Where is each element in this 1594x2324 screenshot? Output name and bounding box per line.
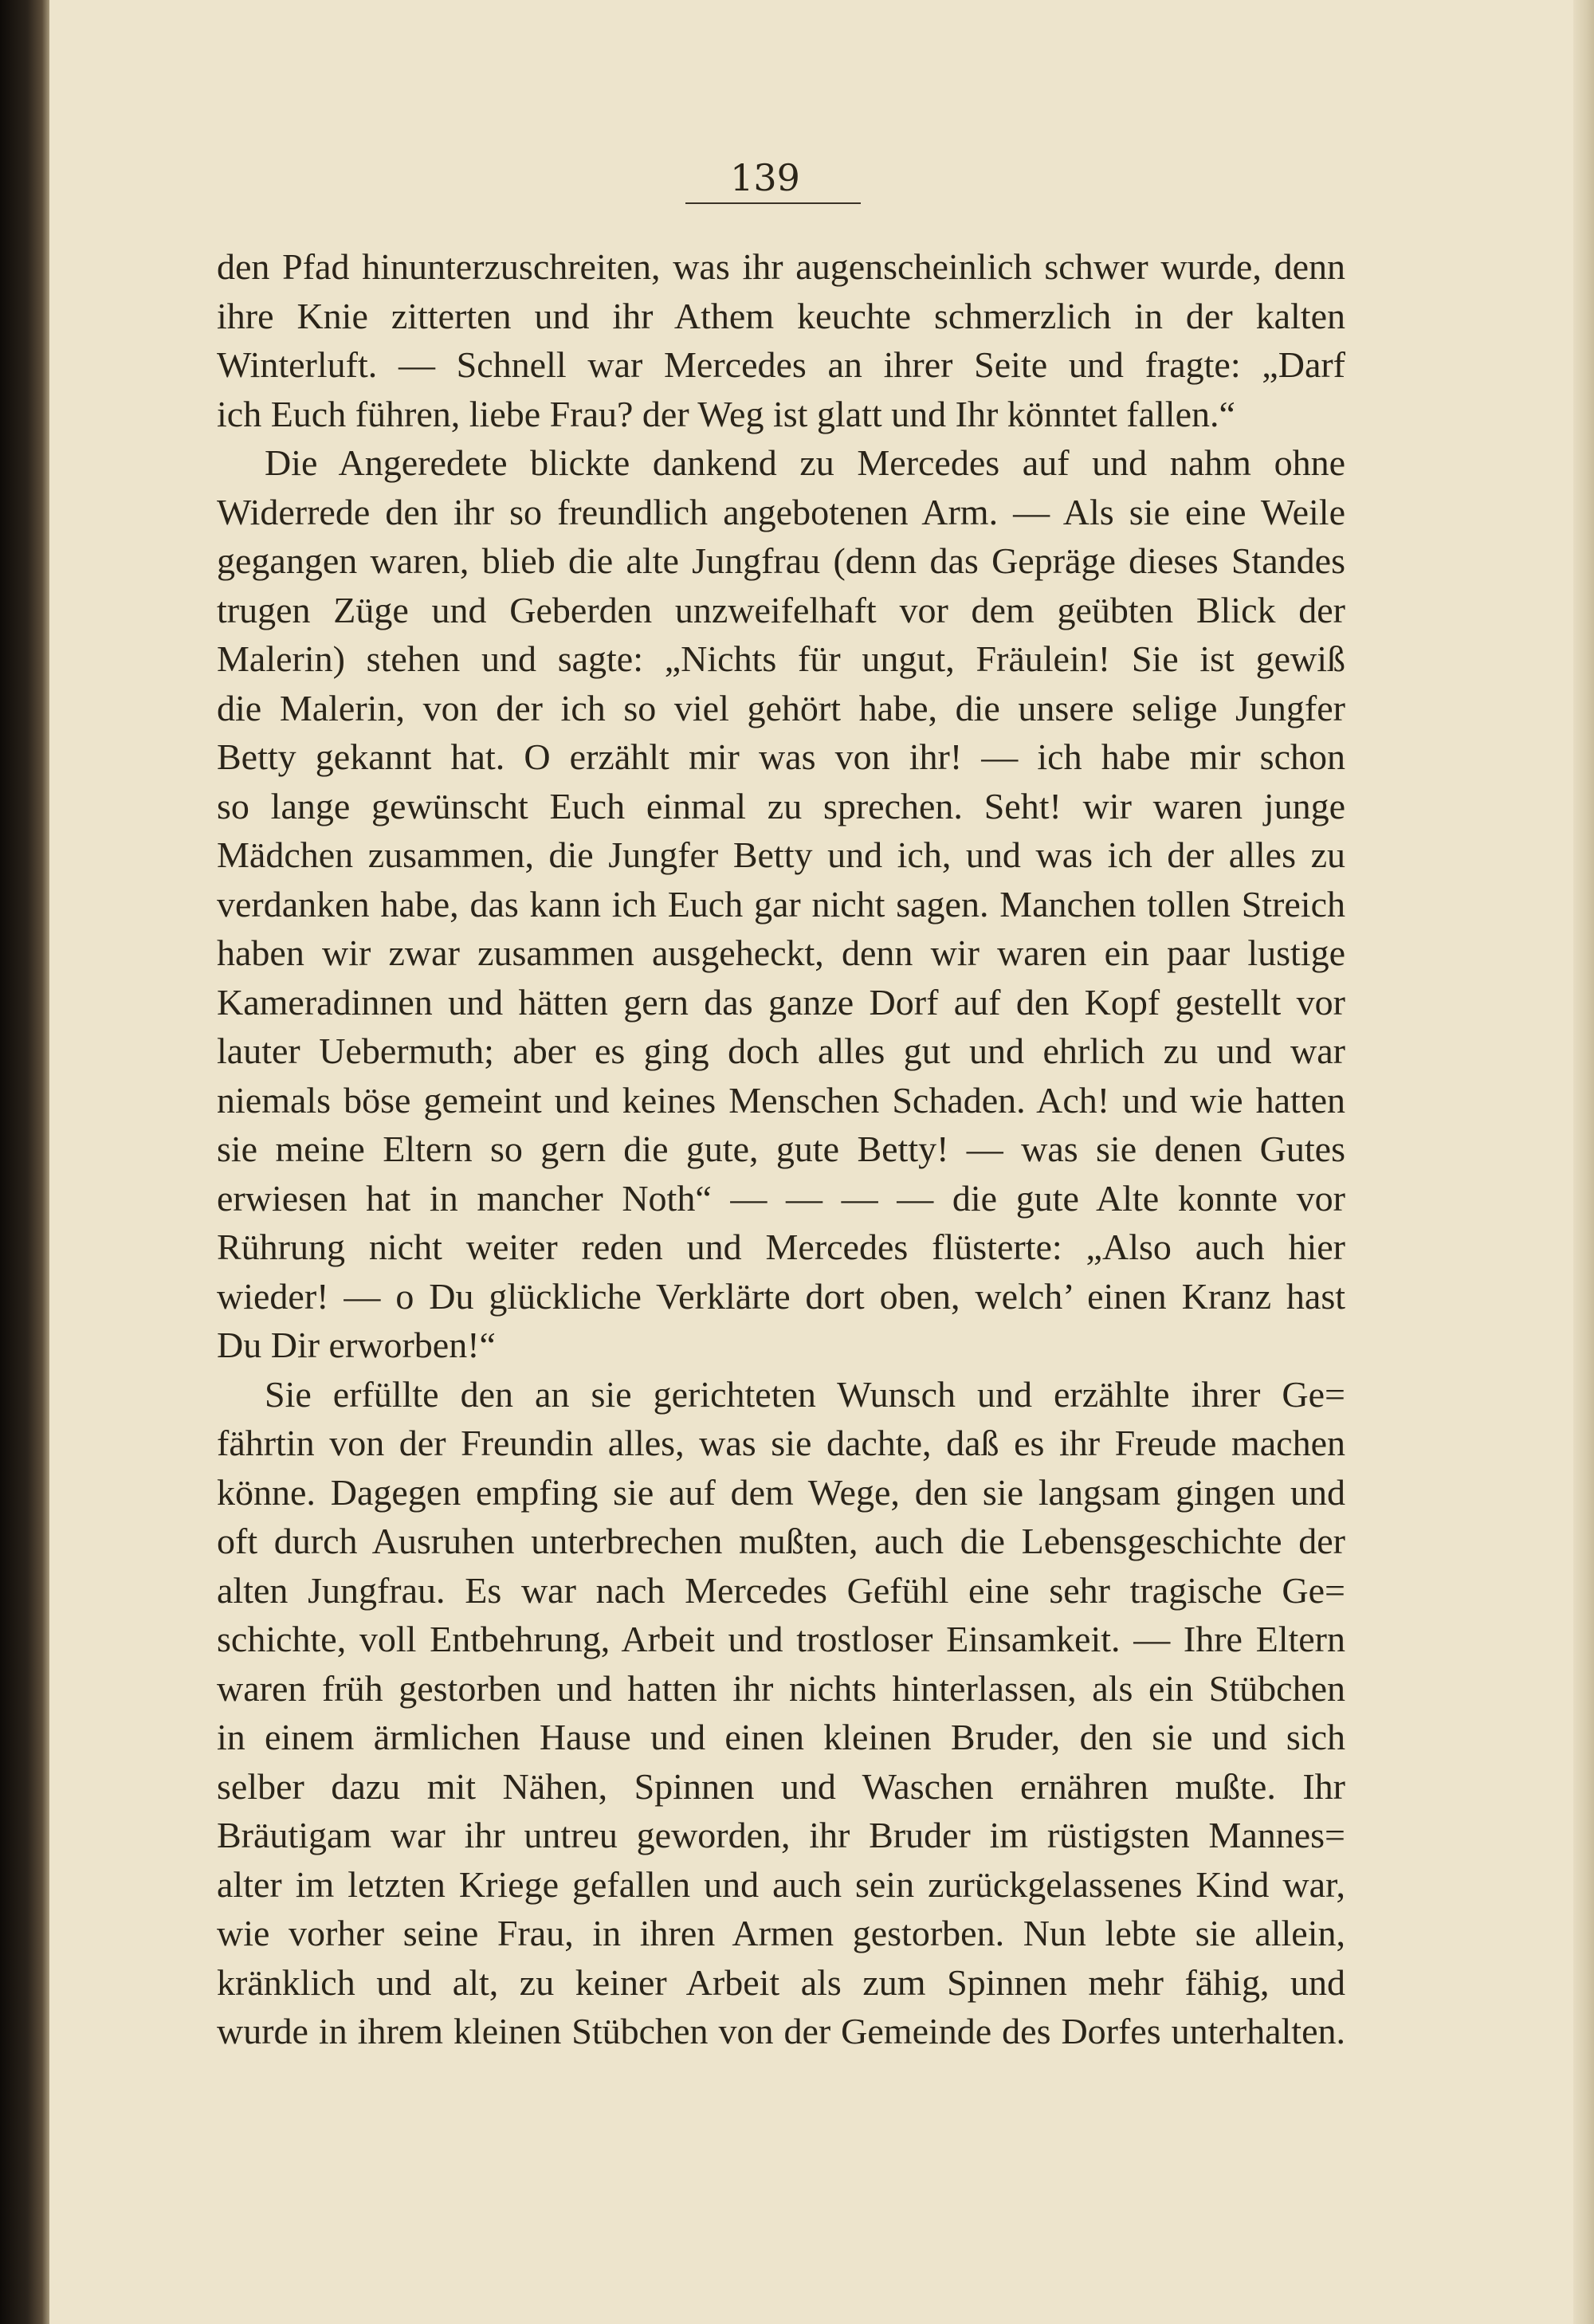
text-line: wie vorher seine Frau, in ihren Armen gestorben. Nun lebte sie allein, [217,1913,1345,1953]
text-line: Mädchen zusammen, die Jungfer Betty und ich, und was ich der alles zu [217,834,1345,875]
text-line: wurde in ihrem kleinen Stübchen von der Gemeinde des Dorfes unterhalten. [217,2011,1345,2051]
text-line: fährtin von der Freundin alles, was sie dachte, daß es ihr Freude machen [217,1423,1345,1463]
text-line: die Malerin, von der ich so viel gehört habe, die unsere selige Jungfer [217,687,1345,728]
text-line: Betty gekannt hat. O erzählt mir was von ihr! — ich habe mir schon [217,736,1345,777]
page-edge [1573,0,1594,2324]
text-line: sie meine Eltern so gern die gute, gute Betty! — was sie denen Gutes [217,1129,1345,1169]
text-line: oft durch Ausruhen unterbrechen mußten, auch die Lebensgeschichte der [217,1521,1345,1561]
text-line: alter im letzten Kriege gefallen und auch sein zurückgelassenes Kind war, [217,1863,1345,1905]
text-line: Widerrede den ihr so freundlich angebotenen Arm. — Als sie eine Weile [217,491,1345,532]
text-line: selber dazu mit Nähen, Spinnen und Waschen ernähren mußte. Ihr [217,1765,1345,1807]
text-line: ihre Knie zitterten und ihr Athem keuchte schmerzlich in der kalten [217,295,1345,336]
text-line: Winterluft. — Schnell war Mercedes an ihrer Seite und fragte: „Darf [217,344,1345,385]
paragraph-start-line: Die Angeredete blickte dankend zu Mercedes auf und nahm ohne [265,442,1345,483]
paragraph-end-line: Du Dir erworben!“ [217,1325,496,1365]
text-line: Bräutigam war ihr untreu geworden, ihr Bruder im rüstigsten Mannes= [217,1815,1345,1855]
text-line: niemals böse gemeint und keines Menschen Schaden. Ach! und wie hatten [217,1079,1345,1121]
text-line: erwiesen hat in mancher Noth“ — — — — die gute Alte konnte vor [217,1177,1345,1219]
text-line: könne. Dagegen empfing sie auf dem Wege, den sie langsam gingen und [217,1471,1345,1513]
text-line: in einem ärmlichen Hause und einen kleinen Bruder, den sie und sich [217,1717,1345,1757]
text-line: so lange gewünscht Euch einmal zu sprechen. Seht! wir waren junge [217,785,1345,826]
book-spine-shadow [0,0,49,2324]
text-line: verdanken habe, das kann ich Euch gar nicht sagen. Manchen tollen Streich [217,883,1345,924]
paragraph-end-line: ich Euch führen, liebe Frau? der Weg ist glatt und Ihr könntet fallen.“ [217,393,1235,434]
page-number: 139 [730,156,800,199]
text-line: wieder! — o Du glückliche Verklärte dort oben, welch’ einen Kranz hast [217,1275,1345,1317]
text-line: Rührung nicht weiter reden und Mercedes flüsterte: „Also auch hier [217,1227,1345,1267]
text-line: haben wir zwar zusammen ausgeheckt, denn wir waren ein paar lustige [217,932,1345,973]
text-line: waren früh gestorben und hatten ihr nichts hinterlassen, als ein Stübchen [217,1667,1345,1709]
text-line: gegangen waren, blieb die alte Jungfrau (denn das Gepräge dieses Standes [217,540,1345,581]
body-text [217,242,1345,2056]
text-line: Malerin) stehen und sagte: „Nichts für ungut, Fräulein! Sie ist gewiß [217,638,1345,679]
paragraph-start-line: Sie erfüllte den an sie gerichteten Wunsch und erzählte ihrer Ge= [265,1373,1345,1415]
text-line: kränklich und alt, zu keiner Arbeit als zum Spinnen mehr fähig, und [217,1961,1345,2003]
text-line: alten Jungfrau. Es war nach Mercedes Gefühl eine sehr tragische Ge= [217,1569,1345,1611]
text-line: Kameradinnen und hätten gern das ganze Dorf auf den Kopf gestellt vor [217,981,1345,1023]
text-line: lauter Uebermuth; aber es ging doch alles gut und ehrlich zu und war [217,1030,1345,1071]
header-rule [685,202,861,204]
text-line: den Pfad hinunterzuschreiten, was ihr augenscheinlich schwer wurde, denn [217,246,1345,287]
text-line: schichte, voll Entbehrung, Arbeit und trostloser Einsamkeit. — Ihre Eltern [217,1619,1345,1659]
text-line: trugen Züge und Geberden unzweifelhaft vor dem geübten Blick der [217,589,1345,630]
